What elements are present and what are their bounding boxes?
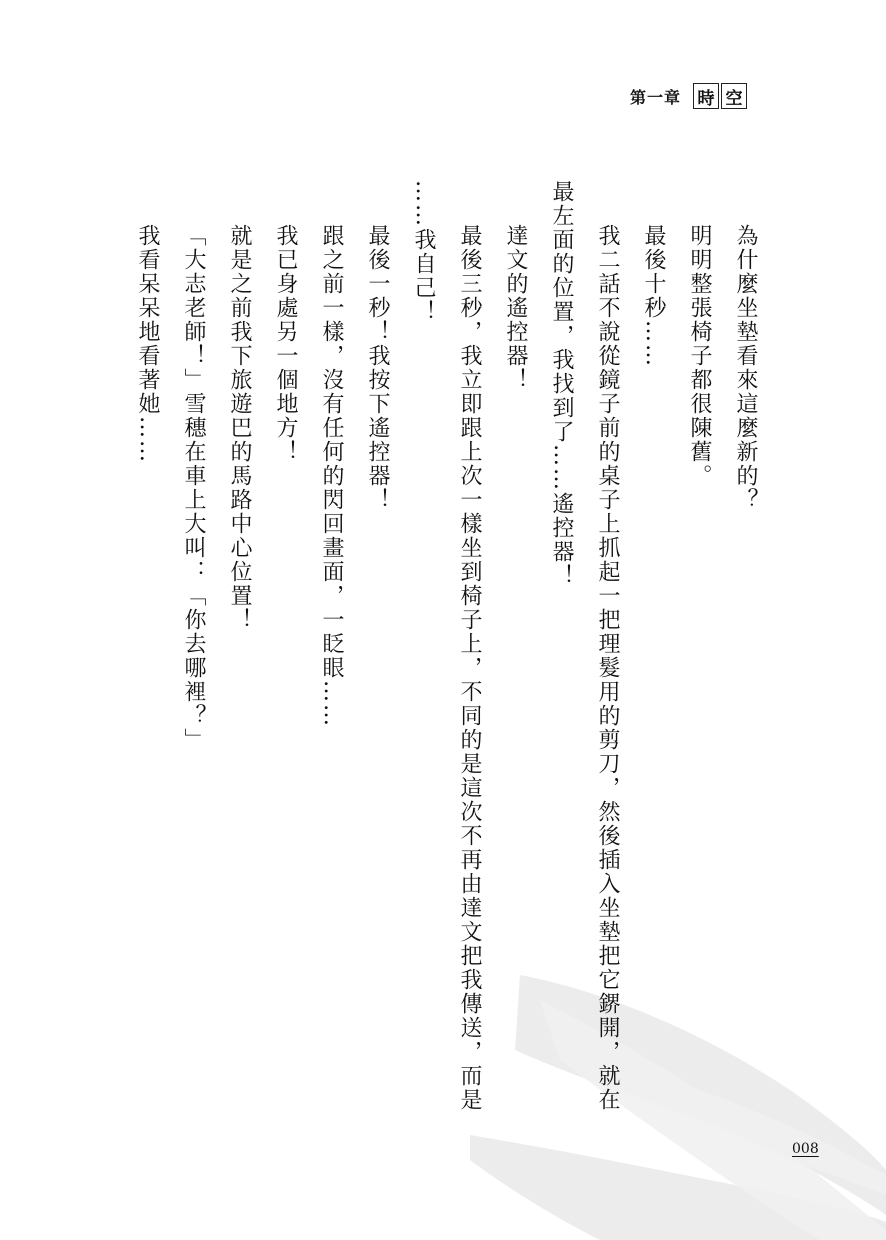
text-line: 就是之前我下旅遊巴的馬路中心位置！ [227,224,252,632]
body-text [124,180,768,1140]
chapter-title-char-2: 空 [721,83,747,109]
text-line: 最後三秒，我立即跟上次一樣坐到椅子上，不同的是這次不再由達文把我傳送，而是 [457,224,482,1112]
text-line: 我二話不說從鏡子前的桌子上抓起一把理髮用的剪刀，然後插入坐墊把它鎅開，就在 [595,224,620,1112]
text-line: 達文的遙控器！ [503,224,528,392]
chapter-title-char-1: 時 [693,83,719,109]
chapter-label: 第一章 [630,87,682,107]
chapter-header [630,82,747,110]
text-line: 跟之前一樣，沒有任何的閃回畫面，一眨眼…… [319,224,344,728]
page-number: 008 [792,1141,819,1157]
text-line: 我看呆呆地看著她…… [135,224,160,464]
text-line: 最後一秒！我按下遙控器！ [365,224,390,512]
text-line: 最左面的位置，我找到了……遙控器！ [549,180,574,588]
text-line: 明明整張椅子都很陳舊。 [687,224,712,488]
text-line: 最後十秒…… [641,224,666,368]
text-line: 「大志老師！」雪穗在車上大叫：「你去哪裡？」 [181,224,206,752]
text-line: ……我自己！ [411,180,436,324]
text-line: 為什麼坐墊看來這麼新的？ [733,224,758,512]
text-line: 我已身處另一個地方！ [273,224,298,464]
